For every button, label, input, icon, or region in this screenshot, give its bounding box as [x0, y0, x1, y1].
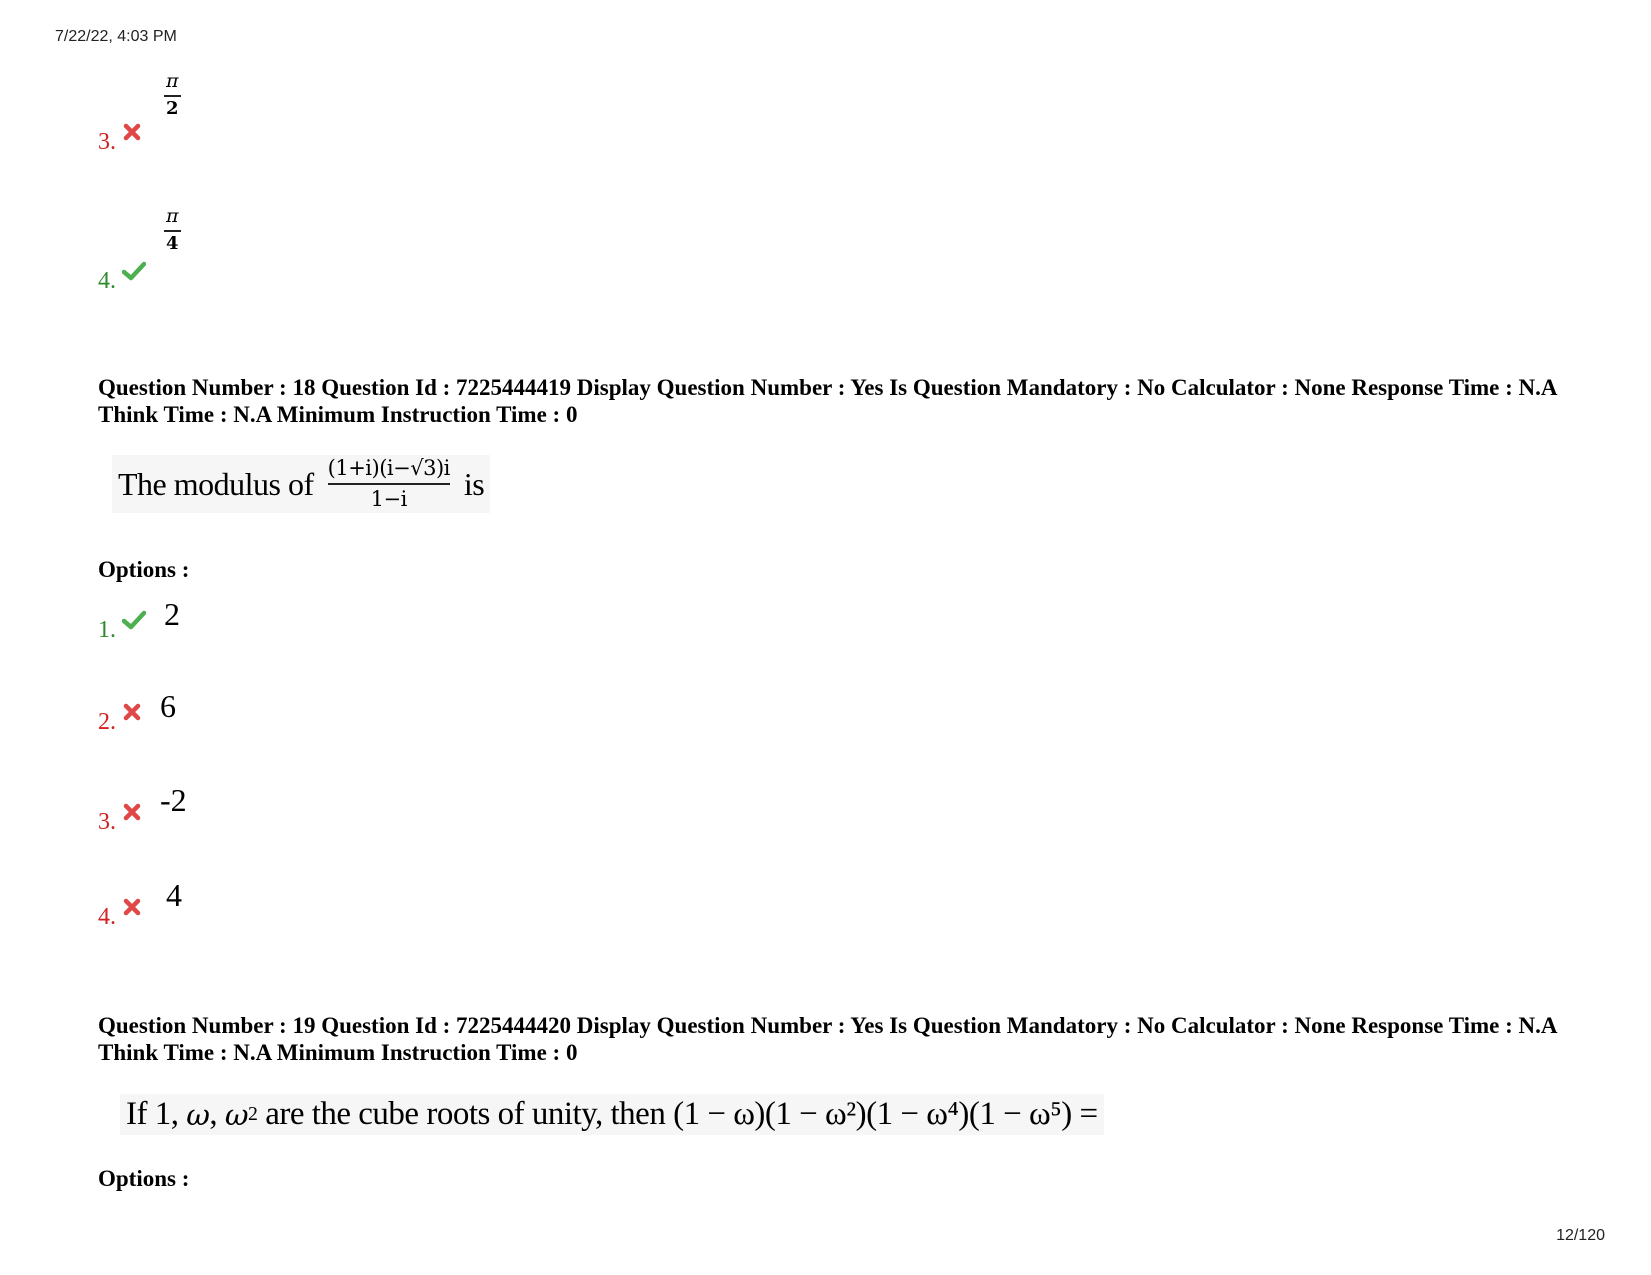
question-18-text: The modulus of (1+i)(i−√3)i 1−i is	[112, 455, 490, 513]
option-number: 1.	[98, 617, 116, 643]
option-4	[98, 877, 182, 930]
wrong-cross-icon	[122, 702, 144, 724]
option-2	[98, 688, 176, 735]
option-number: 2.	[98, 709, 116, 735]
prev-option-4	[98, 205, 179, 294]
option-number: 4.	[98, 904, 116, 930]
option-value: 6	[160, 688, 176, 724]
question-fraction: (1+i)(i−√3)i 1−i	[327, 456, 450, 512]
option-fraction: $\frac{\pi}{4}$	[166, 205, 179, 254]
option-fraction: $\frac{\pi}{2}$	[166, 70, 179, 119]
correct-check-icon	[122, 610, 144, 632]
print-timestamp: 7/22/22, 4:03 PM	[55, 28, 177, 45]
option-value: -2	[160, 782, 187, 818]
page-number: 12/120	[1556, 1227, 1605, 1244]
options-label: Options :	[98, 1166, 190, 1191]
prev-option-3	[98, 70, 179, 155]
correct-check-icon	[122, 261, 144, 283]
option-3	[98, 782, 187, 835]
wrong-cross-icon	[122, 802, 144, 824]
option-1	[98, 596, 180, 643]
question-19-text: If 1, ω , ω 2 are the cube roots of unity, then (1 − ω)(1 − ω²)(1 − ω⁴)(1 − ω⁵) =	[120, 1094, 1104, 1135]
option-value: 4	[166, 877, 182, 913]
question-expression: (1 − ω)(1 − ω²)(1 − ω⁴)(1 − ω⁵) =	[673, 1096, 1098, 1132]
wrong-cross-icon	[122, 122, 144, 144]
option-value: 2	[164, 596, 180, 632]
option-number: 3.	[98, 129, 116, 155]
option-number: 3.	[98, 809, 116, 835]
option-number: 4.	[98, 268, 116, 294]
wrong-cross-icon	[122, 897, 144, 919]
options-label: Options :	[98, 557, 190, 582]
question-18-meta: Question Number : 18 Question Id : 7225444419 Display Question Number : Yes Is Question Mandatory : No Calculator : None Response Time : N.A Think Time : N.A Minimum Instruction Time : 0	[98, 375, 1557, 427]
question-19-meta: Question Number : 19 Question Id : 7225444420 Display Question Number : Yes Is Question Mandatory : No Calculator : None Response Time : N.A Think Time : N.A Minimum Instruction Time : 0	[98, 1013, 1557, 1065]
